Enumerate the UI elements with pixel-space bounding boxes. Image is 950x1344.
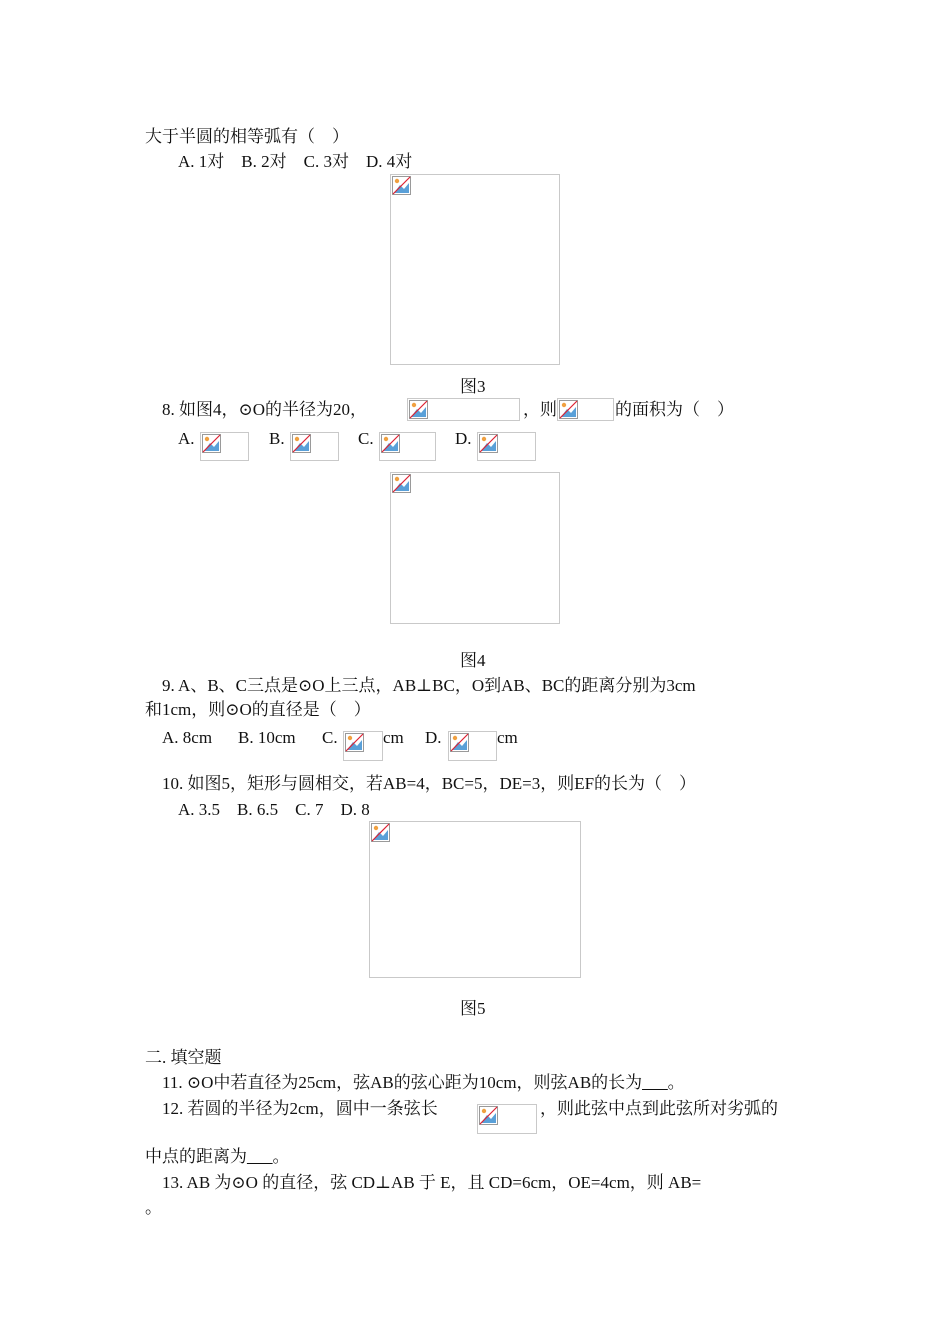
q11-text: 11. ⊙O中若直径为25cm，弦AB的弦心距为10cm，则弦AB的长为: [162, 1073, 643, 1092]
q9-option-d-image: [448, 731, 497, 761]
q8-formula-image-2: [557, 398, 614, 421]
q8-option-c-label: C.: [358, 429, 374, 448]
q9-option-b: B. 10cm: [238, 728, 296, 747]
q9-option-c-image: [343, 731, 383, 761]
q8-option-a-label: A.: [178, 429, 195, 448]
q8-option-b-label: B.: [269, 429, 285, 448]
broken-image-icon: [381, 434, 400, 453]
q13-line1: 13. AB 为⊙O 的直径，弦 CD⊥AB 于 E，且 CD=6cm，OE=4cm，则 AB=: [162, 1173, 702, 1192]
q9-option-d-unit: cm: [497, 728, 518, 747]
q8-option-b-image: [290, 432, 339, 461]
q8-option-d-label: D.: [455, 429, 472, 448]
q11-end: 。: [667, 1073, 685, 1092]
q9-option-d-label: D.: [425, 728, 442, 747]
broken-image-icon: [559, 400, 578, 419]
figure-5-caption: 图5: [460, 999, 486, 1018]
broken-image-icon: [392, 474, 411, 493]
figure-3-caption: 图3: [460, 377, 486, 396]
q9-line1: 9. A、B、C三点是⊙O上三点，AB⊥BC，O到AB、BC的距离分别为3cm: [162, 676, 696, 695]
q12-stem-a: 12. 若圆的半径为2cm，圆中一条弦长: [162, 1099, 438, 1118]
q12-end: 。: [272, 1147, 290, 1166]
q10-stem: 10. 如图5，矩形与圆相交，若AB=4，BC=5，DE=3，则EF的长为（ ）: [162, 774, 697, 793]
q8-stem-b: ，则: [523, 400, 557, 419]
q11-line: [162, 1072, 685, 1094]
q12-line2: [145, 1146, 290, 1168]
section-heading: 二. 填空题: [145, 1048, 222, 1067]
figure-3-image: [390, 174, 560, 365]
q8-formula-image-1: [407, 398, 520, 421]
broken-image-icon: [450, 733, 469, 752]
q12-line2-text: 中点的距离为: [145, 1147, 247, 1166]
broken-image-icon: [392, 176, 411, 195]
q9-option-c-label: C.: [322, 728, 338, 747]
broken-image-icon: [409, 400, 428, 419]
q8-stem-a: 8. 如图4，⊙O的半径为20，: [162, 400, 368, 419]
q7-stem: 大于半圆的相等弧有（ ）: [145, 127, 349, 146]
q7-options: A. 1对 B. 2对 C. 3对 D. 4对: [178, 152, 413, 171]
broken-image-icon: [371, 823, 390, 842]
q11-blank: ___: [642, 1073, 668, 1092]
broken-image-icon: [479, 434, 498, 453]
q8-option-c-image: [379, 432, 436, 461]
figure-5-image: [369, 821, 581, 978]
figure-4-image: [390, 472, 560, 624]
q8-stem: [162, 399, 367, 421]
q8-stem-c: 的面积为（ ）: [615, 400, 734, 419]
q12-stem-b: ，则此弦中点到此弦所对劣弧的: [540, 1099, 778, 1118]
q10-options: A. 3.5 B. 6.5 C. 7 D. 8: [178, 800, 370, 819]
q12-blank: ___: [247, 1147, 273, 1166]
figure-4-caption: 图4: [460, 651, 486, 670]
q9-option-c-unit: cm: [383, 728, 404, 747]
broken-image-icon: [292, 434, 311, 453]
q8-option-a-image: [200, 432, 249, 461]
q12-formula-image: [477, 1104, 537, 1134]
broken-image-icon: [345, 733, 364, 752]
broken-image-icon: [479, 1106, 498, 1125]
q9-option-a: A. 8cm: [162, 728, 213, 747]
q13-line2: 。: [145, 1198, 162, 1217]
q9-line2: 和1cm，则⊙O的直径是（ ）: [145, 700, 371, 719]
broken-image-icon: [202, 434, 221, 453]
q8-option-d-image: [477, 432, 536, 461]
